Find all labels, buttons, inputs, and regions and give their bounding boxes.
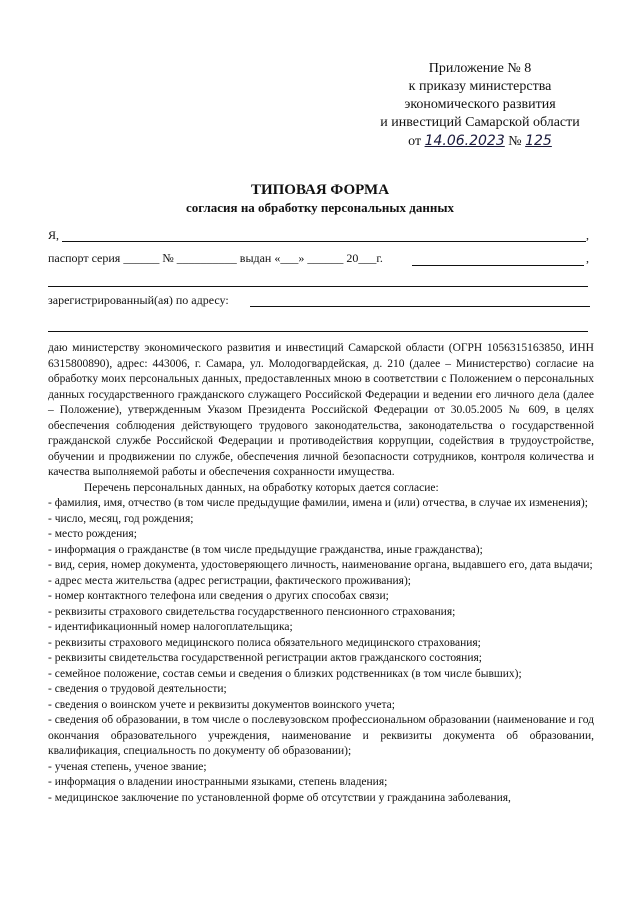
ya-comma: , [586,228,589,242]
consent-paragraph: даю министерству экономического развития и инвестиций Самарской области (ОГРН 1056315163850, ИНН 6315800890), адрес: 443006, г. Самара, ул. Молодогвардейская, д. 210 (далее – Министерство) согласие на обработку моих персональных данных, предоставленных мною в соответствии с Положением о персональных данных государственного гражданского служащего Российской Федерации и ведении его личного дела (далее – Положение), утвержденным Указом Президента Российской Федерации от 30.05.2005 № 609, в целях обеспечения соблюдения действующего трудового законодательства, законодательства о государственной гражданской службе Российской Федерации и противодействия коррупции, содействия в трудоустройстве, обучении и продвижении по службе, обеспечения личной безопасности сотрудников, контроля количества и качества выполняемой работы и обеспечения сохранности имущества. [48,342,594,478]
passport-line: паспорт серия ______ № __________ выдан «___» ______ 20___г. [48,251,383,265]
list-item: - семейное положение, состав семьи и сведения о близких родственниках (в том числе бывших); [48,667,522,680]
list-item: - реквизиты страхового медицинского полиса обязательного медицинского страхования; [48,636,481,649]
address-field-line[interactable] [250,306,590,307]
list-item: - идентификационный номер налогоплательщика; [48,621,293,633]
form-title: ТИПОВАЯ ФОРМА [250,182,390,198]
consent-body [48,341,594,806]
appendix-line: Приложение № 8 [428,61,532,76]
number-prefix: № [508,134,522,149]
list-intro: Перечень персональных данных, на обработку которых дается согласие: [84,481,439,494]
appendix-block [360,60,600,151]
appendix-line: к приказу министерства [408,79,552,94]
appendix-line: экономического развития [404,97,556,112]
list-item: - сведения о воинском учете и реквизиты документов воинского учета; [48,698,395,711]
list-item: - реквизиты страхового свидетельства государственного пенсионного страхования; [48,605,456,618]
list-item: - медицинское заключение по установленной форме об отсутствии у гражданина заболевания, [48,791,511,804]
list-item: - номер контактного телефона или сведения о других способах связи; [48,590,389,602]
list-item: - сведения о трудовой деятельности; [48,683,227,695]
handwritten-date: 14.06.2023 [424,133,505,149]
address-field-line-2[interactable] [48,331,588,332]
handwritten-number: 125 [525,133,552,149]
passport-issuer-field-line[interactable] [412,265,584,266]
blank-field-line[interactable] [48,286,588,287]
passport-comma: , [586,251,589,265]
list-item: - информация о владении иностранными языками, степень владения; [48,776,388,788]
date-prefix: от [408,134,422,149]
list-item: - адрес места жительства (адрес регистрации, фактического проживания); [48,574,411,587]
list-item: - место рождения; [48,528,137,540]
list-item: - ученая степень, ученое звание; [48,760,207,773]
list-item: - сведения об образовании, в том числе о послевузовском профессиональном образовании (наименование и год окончания образовательного учреждения, наименование и реквизиты документа об образовании, квалификация, специальность по документу об образовании); [48,714,594,757]
list-item: - число, месяц, год рождения; [48,512,194,525]
name-field-line[interactable] [62,241,586,242]
address-label: зарегистрированный(ая) по адресу: [48,293,229,307]
appendix-date-line [360,132,600,151]
list-item: - вид, серия, номер документа, удостоверяющего личность, наименование органа, выдавшего его, дата выдачи; [48,559,593,571]
ya-label: Я, [48,228,60,242]
appendix-line: и инвестиций Самарской области [380,115,580,130]
list-item: - реквизиты свидетельства государственной регистрации актов гражданского состояния; [48,652,482,664]
form-subtitle: согласия на обработку персональных данных [185,200,455,215]
list-item: - фамилия, имя, отчество (в том числе предыдущие фамилии, имена и (или) отчества, в случае их изменения); [48,497,588,509]
list-item: - информация о гражданстве (в том числе предыдущие гражданства, иные гражданства); [48,543,483,556]
personal-data-list [48,496,594,806]
